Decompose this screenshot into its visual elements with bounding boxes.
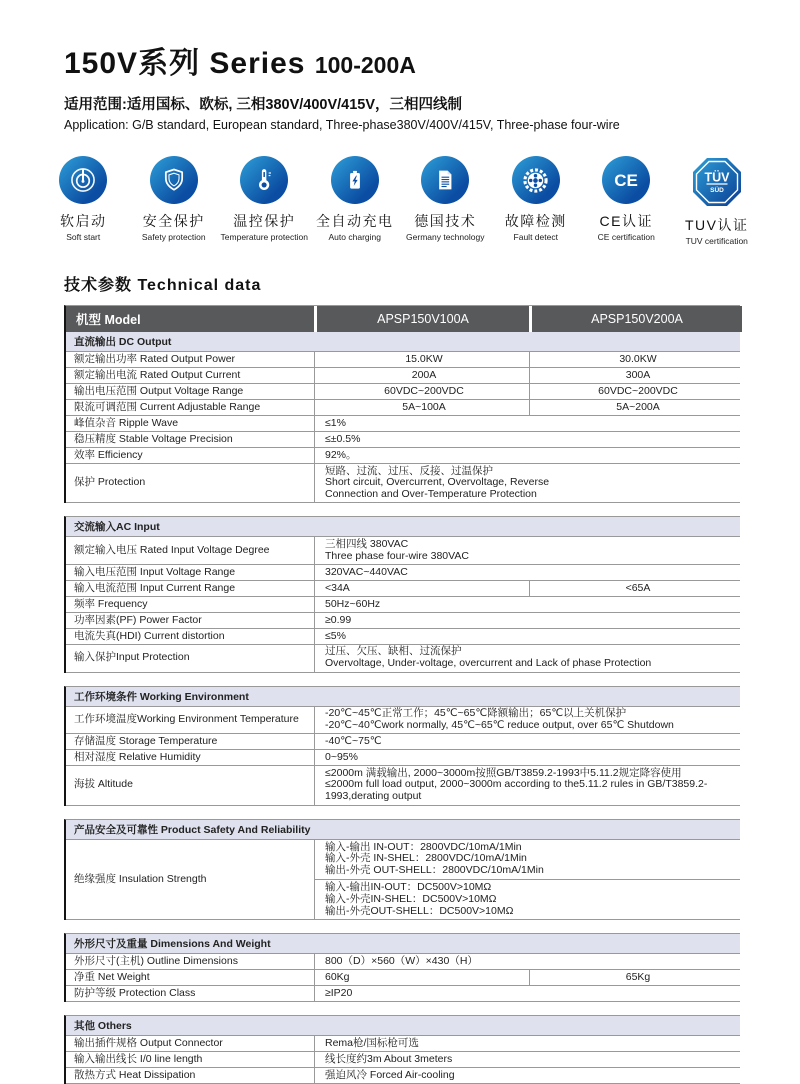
spec-row (66, 613, 740, 629)
spec-label: 效率 Efficiency (74, 448, 143, 461)
spec-value: 三相四线 380VAC Three phase four-wire 380VAC (314, 537, 740, 564)
spec-block-dimensions-weight (64, 933, 740, 1002)
section-band-others: 其他 Others (66, 1016, 740, 1036)
feature-label-cn: 故障检测 (504, 213, 567, 229)
feature-temperature-protection (219, 156, 310, 246)
battery-charging-icon (331, 156, 379, 204)
spec-label: 工作环境温度Working Environment Temperature (74, 712, 299, 725)
model-header-cell: 机型 Model (66, 306, 314, 332)
spec-label: 输入电压范围 Input Voltage Range (74, 565, 236, 578)
spec-label: 输出插件规格 Output Connector (74, 1036, 223, 1049)
soft-start-power-icon (59, 156, 107, 204)
spec-label: 相对湿度 Relative Humidity (74, 750, 201, 763)
spec-value: 800（D）×560（W）×430（H） (314, 954, 740, 969)
spec-value-model-a: 5A~100A (314, 400, 529, 415)
spec-block-dc-output (64, 305, 740, 503)
section-band-dc-output: 直流输出 DC Output (66, 332, 740, 352)
spec-value: 过压、欠压、缺相、过流保护 Overvoltage, Under-voltage, overcurrent and Lack of phase Protection (314, 645, 740, 672)
spec-value-model-a: 200A (314, 368, 529, 383)
spec-row (66, 384, 740, 400)
spec-row (66, 970, 740, 986)
feature-fault-detect (491, 156, 582, 246)
spec-label: 绝缘强度 Insulation Strength (74, 872, 207, 885)
svg-text:SÜD: SÜD (709, 187, 724, 194)
spec-block-ac-input (64, 516, 740, 672)
thermometer-icon (240, 156, 288, 204)
spec-label: 散热方式 Heat Dissipation (74, 1068, 196, 1081)
spec-value-model-b: 300A (529, 368, 742, 383)
spec-label: 额定输入电压 Rated Input Voltage Degree (74, 543, 270, 556)
feature-label-cn: 安全保护 (142, 213, 205, 229)
spec-value-model-a: 60Kg (314, 970, 529, 985)
spec-label: 外形尺寸(主机) Outline Dimensions (74, 954, 238, 967)
feature-label-en: TUV certification (685, 236, 748, 246)
spec-value: 92%。 (314, 448, 740, 463)
section-band-working-environment: 工作环境条件 Working Environment (66, 687, 740, 707)
spec-value: ≤5% (314, 629, 740, 644)
spec-row (66, 432, 740, 448)
spec-value-model-b: 30.0KW (529, 352, 742, 367)
spec-value-model-b: 60VDC~200VDC (529, 384, 742, 399)
spec-label: 频率 Frequency (74, 597, 148, 610)
feature-safety-protection (129, 156, 220, 246)
spec-row (66, 840, 740, 921)
spec-label: 净重 Net Weight (74, 970, 150, 983)
feature-auto-charging (310, 156, 401, 246)
spec-row (66, 766, 740, 805)
spec-value: -20℃~45℃正常工作；45℃~65℃降额输出；65℃以上关机保护 -20℃~40℃work normally, 45℃~65℃ reduce output, over 65℃ Shutdown (314, 707, 740, 734)
spec-value: ≥IP20 (314, 986, 740, 1001)
page-title-main: 150V系列 Series (64, 47, 306, 80)
document-icon (421, 156, 469, 204)
feature-label-cn: 德国技术 (414, 213, 477, 229)
feature-label-cn: 软启动 (60, 213, 107, 229)
spec-label: 峰值杂音 Ripple Wave (74, 416, 179, 429)
page-header (0, 0, 800, 132)
feature-tuv-certification (672, 156, 763, 246)
feature-label-cn: 全自动充电 (316, 213, 394, 229)
spec-value: 0~95% (314, 750, 740, 765)
feature-soft-start (38, 156, 129, 246)
spec-row (66, 1052, 740, 1068)
spec-row (66, 1036, 740, 1052)
spec-value-model-a: 15.0KW (314, 352, 529, 367)
spec-value: ≤2000m 满载输出, 2000~3000m按照GB/T3859.2-1993中5.11.2规定降容使用 ≤2000m full load output, 2000~3000m according to the5.11.2 rules in GB/T3859.2- 1993,derating output (314, 766, 740, 804)
section-band-dimensions-weight: 外形尺寸及重量 Dimensions And Weight (66, 934, 740, 954)
section-band-product-safety: 产品安全及可靠性 Product Safety And Reliability (66, 820, 740, 840)
section-band-ac-input: 交流输入AC Input (66, 517, 740, 537)
feature-label-en: Fault detect (513, 232, 558, 242)
spec-value: 线长度约3m About 3meters (314, 1052, 740, 1067)
technical-data-heading: 技术参数 Technical data (64, 277, 262, 294)
spec-row (66, 537, 740, 565)
spec-label: 防护等级 Protection Class (74, 986, 196, 999)
spec-value-model-a: 60VDC~200VDC (314, 384, 529, 399)
feature-label-cn: CE认证 (599, 213, 653, 229)
spec-value-model-b: 65Kg (529, 970, 742, 985)
feature-label-en: Safety protection (141, 232, 206, 242)
spec-row (66, 368, 740, 384)
spec-block-working-environment (64, 686, 740, 806)
spec-row (66, 629, 740, 645)
feature-label-en: Germany technology (406, 232, 485, 242)
spec-row (66, 645, 740, 673)
feature-label-cn: TUV认证 (685, 217, 749, 233)
spec-value: ≤±0.5% (314, 432, 740, 447)
tuv-badge-icon (691, 156, 743, 208)
spec-value-model-a: <34A (314, 581, 529, 596)
spec-row (66, 707, 740, 735)
spec-label: 输入输出线长 I/0 line length (74, 1052, 203, 1065)
spec-value: Rema枪/国标枪可选 (314, 1036, 740, 1051)
svg-text:CE: CE (614, 171, 639, 190)
shield-icon (150, 156, 198, 204)
spec-label: 输出电压范围 Output Voltage Range (74, 384, 244, 397)
spec-label: 额定输出功率 Rated Output Power (74, 352, 236, 365)
spec-label: 保护 Protection (74, 476, 146, 489)
feature-label-en: CE certification (597, 232, 655, 242)
spec-row (66, 416, 740, 432)
spec-row (66, 352, 740, 368)
spec-value-group: 输入-输出 IN-OUT：2800VDC/10mA/1Min 输入-外壳 IN-SHEL：2800VDC/10mA/1Min 输出-外壳 OUT-SHELL：2800VDC/10mA/1Min (325, 840, 544, 877)
spec-value-model-b: <65A (529, 581, 742, 596)
spec-row (66, 734, 740, 750)
spec-label: 稳压精度 Stable Voltage Precision (74, 432, 233, 445)
feature-germany-technology (400, 156, 491, 246)
spec-label: 输入电流范围 Input Current Range (74, 581, 236, 594)
spec-row (66, 750, 740, 766)
spec-value-group: 输入-输出IN-OUT：DC500V>10MΩ 输入-外壳IN-SHEL：DC500V>10MΩ 输出-外壳OUT-SHELL：DC500V>10MΩ (315, 879, 740, 919)
page-title-range: 100-200A (314, 52, 416, 78)
spec-label: 功率因素(PF) Power Factor (74, 613, 202, 626)
feature-label-en: Auto charging (328, 232, 381, 242)
spec-row (66, 400, 740, 416)
spec-value: 50Hz~60Hz (314, 597, 740, 612)
spec-label: 海拔 Altitude (74, 778, 133, 791)
spec-row (66, 464, 740, 503)
spec-table (64, 305, 740, 1084)
spec-value-stacked (314, 840, 740, 920)
model-b-header-cell: APSP150V200A (529, 306, 742, 332)
gear-icon (512, 156, 560, 204)
spec-row (66, 581, 740, 597)
spec-label: 存储温度 Storage Temperature (74, 734, 218, 747)
model-a-header-cell: APSP150V100A (314, 306, 529, 332)
spec-label: 限流可调范围 Current Adjustable Range (74, 400, 261, 413)
spec-value: ≥0.99 (314, 613, 740, 628)
spec-value: 短路、过流、过压、反接、过温保护 Short circuit, Overcurrent, Overvoltage, Reverse Connection and Over-Temperature Protection (314, 464, 740, 502)
spec-row (66, 565, 740, 581)
spec-label: 输入保护Input Protection (74, 651, 190, 664)
spec-label: 额定输出电流 Rated Output Current (74, 368, 241, 381)
spec-value: ≤1% (314, 416, 740, 431)
spec-row (66, 954, 740, 970)
spec-value: 强迫风冷 Forced Air-cooling (314, 1068, 740, 1083)
page-title (64, 38, 800, 82)
table-header-row (66, 306, 740, 332)
spec-value: -40℃~75℃ (314, 734, 740, 749)
spec-row (66, 597, 740, 613)
spec-block-product-safety (64, 819, 740, 921)
ce-mark-icon (602, 156, 650, 204)
application-range-en: Application: G/B standard, European standard, Three-phase380V/400V/415V, Three-phase four-wire (64, 118, 620, 132)
svg-text:TÜV: TÜV (704, 170, 730, 185)
spec-row (66, 448, 740, 464)
spec-value-model-b: 5A~200A (529, 400, 742, 415)
feature-ce-certification (581, 156, 672, 246)
spec-block-others (64, 1015, 740, 1084)
spec-row (66, 1068, 740, 1084)
spec-row (66, 986, 740, 1002)
feature-icons-row (38, 156, 762, 246)
feature-label-en: Soft start (66, 232, 101, 242)
feature-label-en: Temperature protection (220, 232, 308, 242)
feature-label-cn: 温控保护 (233, 213, 296, 229)
spec-label: 电流失真(HDI) Current distortion (74, 629, 225, 642)
application-range-cn: 适用范围:适用国标、欧标, 三相380V/400V/415V，三相四线制 (64, 97, 463, 113)
spec-value: 320VAC~440VAC (314, 565, 740, 580)
